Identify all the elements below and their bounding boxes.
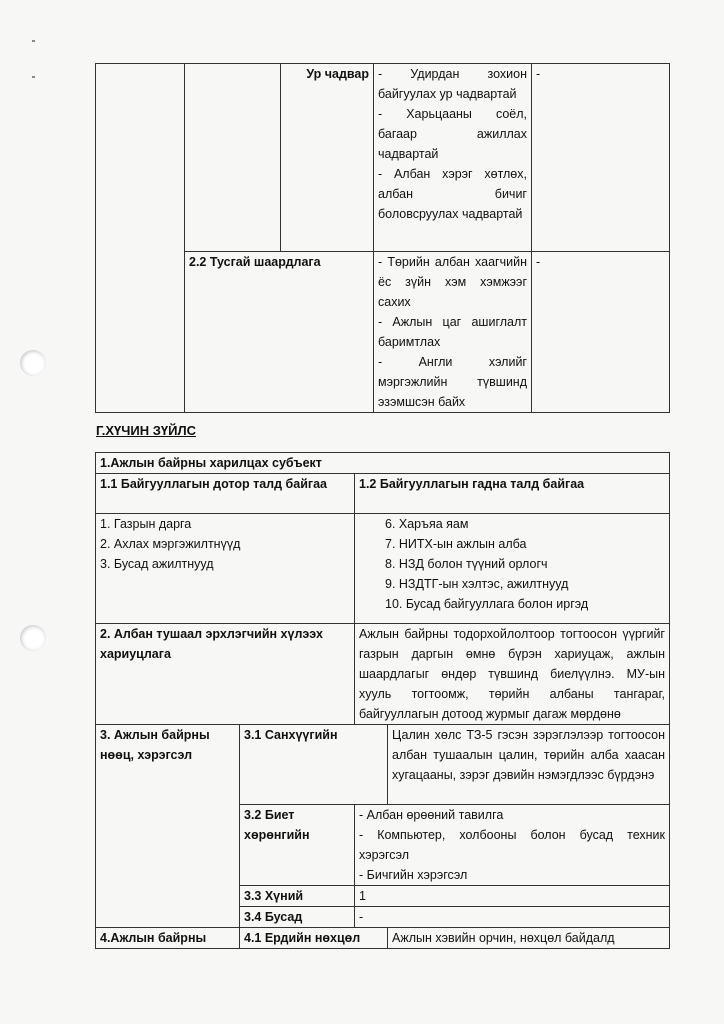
resources-label: 3. Ажлын байрны нөөц, хэрэгсэл (96, 725, 240, 928)
physical-label: 3.2 Биет хөрөнгийн (240, 805, 355, 886)
human-value: 1 (355, 886, 670, 907)
responsibility-text: Ажлын байрны тодорхойлолтоор тогтоосон үүргийг газрын даргын өмнө бүрэн хариуцаж, ажлын шаардлагыг өндөр түвшинд биелүүлнэ. МУ-ын хууль тогтоомж, төрийн албаны тангараг, байгууллагын дотоод журмыг дагаж мөрдөнө (355, 624, 670, 725)
inside-header: 1.1 Байгууллагын дотор талд байгаа (96, 474, 355, 514)
skills-items (374, 64, 532, 252)
special-requirements-label: 2.2 Тусгай шаардлага (185, 252, 374, 413)
skills-extra: - (532, 64, 670, 252)
requirement-item: - Англи хэлийг мэргэжлийн түвшинд эзэмшсэн байх (378, 355, 527, 409)
physical-items (355, 805, 670, 886)
scan-speck (32, 40, 35, 42)
empty-cell (185, 64, 281, 252)
empty-cell (96, 64, 185, 413)
subjects-header: 1.Ажлын байрны харилцах субъект (96, 453, 670, 474)
conditions-text: Ажлын хэвийн орчин, нөхцөл байдалд (388, 928, 670, 949)
punch-hole (20, 625, 46, 651)
outside-item: 6. Харъяа яам (385, 517, 469, 531)
factors-table (95, 452, 670, 949)
human-label: 3.3 Хүний (240, 886, 355, 907)
skills-item: - Харьцааны соёл, багаар ажиллах чадвартай (378, 107, 527, 161)
requirement-item: - Ажлын цаг ашиглалт баримтлах (378, 315, 527, 349)
financial-text: Цалин хөлс ТЗ-5 гэсэн зэрэглэлээр тогтоосон албан тушаалын цалин, төрийн алба хаасан хугацааны, зэрэг дэвийн нэмэгдлээс бүрдэнэ (388, 725, 670, 805)
scan-speck (32, 76, 35, 78)
skills-item: - Удирдан зохион байгуулах ур чадвартай (378, 67, 527, 101)
outside-item: 8. НЗД болон түүний орлогч (385, 557, 548, 571)
skills-item: - Албан хэрэг хөтлөх, албан бичиг боловсруулах чадвартай (378, 167, 527, 221)
inside-item: 3. Бусад ажилтнууд (100, 557, 214, 571)
section-heading: Г.ХҮЧИН ЗҮЙЛС (96, 423, 196, 438)
outside-item: 10. Бусад байгууллага болон иргэд (385, 597, 589, 611)
special-requirements-items (374, 252, 532, 413)
punch-hole (20, 350, 46, 376)
financial-label: 3.1 Санхүүгийн (240, 725, 388, 805)
inside-list (96, 514, 355, 624)
inside-item: 2. Ахлах мэргэжилтнүүд (100, 537, 241, 551)
top-table (95, 63, 670, 413)
other-label: 3.4 Бусад (240, 907, 355, 928)
responsibility-label: 2. Албан тушаал эрхлэгчийн хүлээх хариуцлага (96, 624, 355, 725)
other-value: - (355, 907, 670, 928)
outside-item: 7. НИТХ-ын ажлын алба (385, 537, 527, 551)
conditions-label: 4.Ажлын байрны (96, 928, 240, 949)
requirement-item: - Төрийн албан хаагчийн ёс зүйн хэм хэмжээг сахих (378, 255, 527, 309)
physical-item: - Бичгийн хэрэгсэл (359, 868, 468, 882)
outside-header: 1.2 Байгууллагын гадна талд байгаа (355, 474, 670, 514)
special-requirements-extra: - (532, 252, 670, 413)
outside-item: 9. НЗДТГ-ын хэлтэс, ажилтнууд (385, 577, 569, 591)
conditions-sub-label: 4.1 Ердийн нөхцөл (240, 928, 388, 949)
inside-item: 1. Газрын дарга (100, 517, 192, 531)
physical-item: - Албан өрөөний тавилга (359, 808, 504, 822)
outside-list (355, 514, 670, 624)
skills-label: Ур чадвар (281, 64, 374, 252)
physical-item: - Компьютер, холбооны болон бусад техник хэрэгсэл (359, 828, 665, 862)
